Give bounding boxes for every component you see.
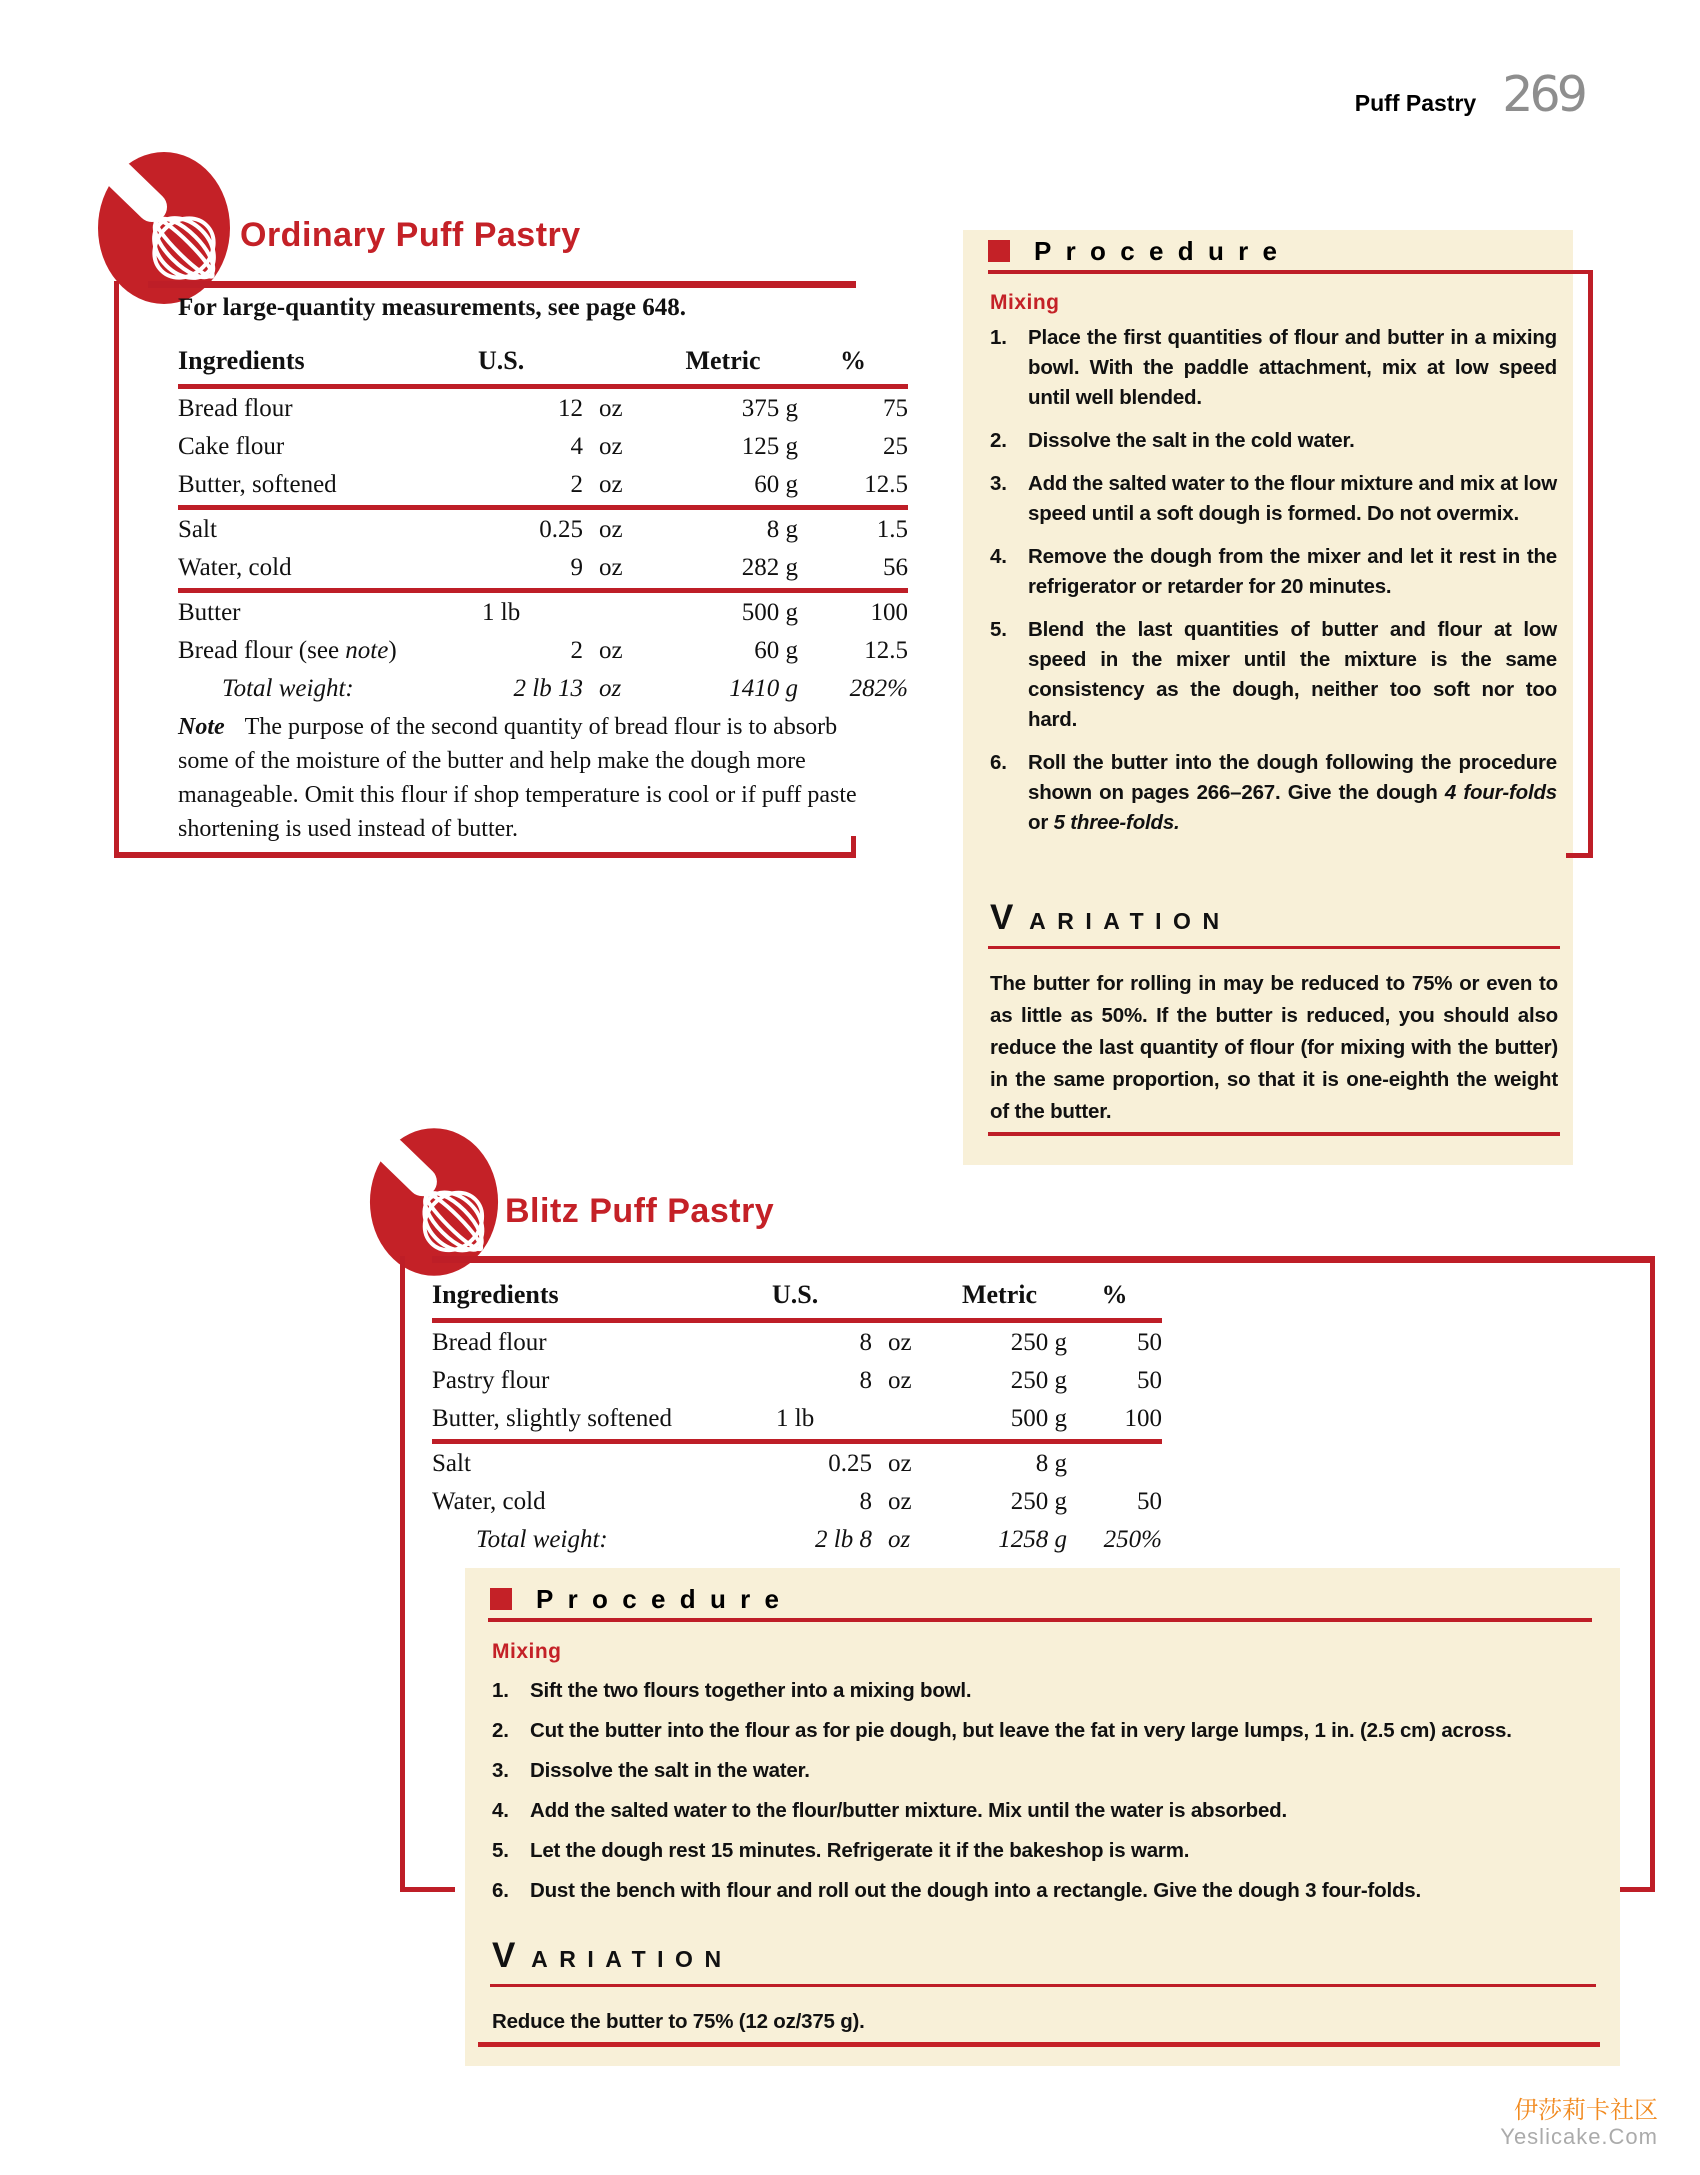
watermark-line2: Yeslicake.Com xyxy=(1500,2124,1658,2149)
page-header xyxy=(1320,66,1584,123)
table-row: Cake flour 4 oz 125 g 25 xyxy=(178,433,908,460)
variation-heading-rule xyxy=(988,946,1560,949)
procedure-step: 1. Place the first quantities of flour and butter in a mixing bowl. With the paddle attachment, mix at low speed until well blended. xyxy=(990,326,1557,409)
red-square-icon xyxy=(490,1588,512,1610)
procedure-step: 1. Sift the two flours together into a mixing bowl. xyxy=(492,1679,972,1702)
watermark-line1: 伊莎莉卡社区 xyxy=(1514,2097,1658,2124)
table-row: Water, cold 9 oz 282 g 56 xyxy=(178,554,908,581)
panel-bracket-right xyxy=(1588,270,1593,858)
box-border-bottom xyxy=(114,852,856,858)
table-rule xyxy=(178,384,908,389)
page-number: 269 xyxy=(1502,66,1584,123)
box-border-right xyxy=(1650,1256,1655,1892)
variation-bottom-rule xyxy=(988,1132,1560,1136)
table-row-total: Total weight: 2 lb 8 oz 1258 g 250% xyxy=(476,1526,1162,1553)
procedure-step: 6. Roll the butter into the dough following the procedure shown on pages 266–267. Give the dough 4 four-folds or 5 three-folds. xyxy=(990,751,1557,834)
table-row: Butter 1 lb 500 g 100 xyxy=(178,599,908,626)
procedure-step: 2. Dissolve the salt in the cold water. xyxy=(990,429,1355,452)
variation-text: The butter for rolling in may be reduced to 75% or even to as little as 50%. If the butter is reduced, you should also reduce the last quantity of flour (for mixing with the butter) in the same proportion, so that it is one-eighth the weight of the butter. xyxy=(990,972,1558,1123)
table-rule xyxy=(432,1318,1162,1323)
note-text: The purpose of the second quantity of bread flour is to absorb some of the moisture of the butter and help make the dough more manageable. Omit this flour if shop temperature is cool or if puff paste shortening is used instead of butter. xyxy=(178,714,857,842)
procedure-heading-rule xyxy=(988,270,1592,274)
procedure-step: 3. Add the salted water to the flour mixture and mix at low speed until a soft dough is formed. Do not overmix. xyxy=(990,472,1557,525)
box-border-left xyxy=(114,281,119,858)
col-header-us: U.S. xyxy=(772,1280,819,1309)
table-row: Water, cold 8 oz 250 g 50 xyxy=(432,1488,1162,1515)
col-header-pct: % xyxy=(840,346,866,375)
table-rule xyxy=(178,588,908,593)
title-rule xyxy=(148,281,856,288)
procedure-steps xyxy=(990,323,1557,851)
procedure-heading: Procedure xyxy=(536,1584,794,1614)
procedure-heading: Procedure xyxy=(1034,236,1292,266)
recipe-title-blitz: Blitz Puff Pastry xyxy=(505,1192,775,1230)
variation-heading-rule xyxy=(490,1984,1596,1987)
title-rule xyxy=(432,1256,1655,1263)
table-header-row xyxy=(432,1270,1162,1317)
procedure-step: 5. Let the dough rest 15 minutes. Refrigerate it if the bakeshop is warm. xyxy=(492,1839,1190,1862)
table-row: Butter, softened 2 oz 60 g 12.5 xyxy=(178,471,908,498)
procedure-subheading: Mixing xyxy=(492,1640,562,1663)
intro-line: For large-quantity measurements, see page 648. xyxy=(178,294,687,321)
red-square-icon xyxy=(988,240,1010,262)
procedure-step: 5. Blend the last quantities of butter and flour at low speed in the mixer until the mixture is the same consistency as the dough, neither too soft nor too hard. xyxy=(990,618,1557,731)
table-row: Bread flour (see note) 2 oz 60 g 12.5 xyxy=(178,637,908,664)
note-label: Note xyxy=(178,714,225,740)
procedure-step: 2. Cut the butter into the flour as for pie dough, but leave the fat in very large lumps, 1 in. (2.5 cm) across. xyxy=(492,1719,1512,1742)
col-header-pct: % xyxy=(1101,1280,1128,1309)
panel-bracket-foot xyxy=(1566,853,1593,858)
table-row: Pastry flour 8 oz 250 g 50 xyxy=(432,1367,1162,1394)
variation-bottom-rule xyxy=(478,2042,1600,2047)
chapter-label: Puff Pastry xyxy=(1354,90,1477,116)
procedure-step: 4. Add the salted water to the flour/butter mixture. Mix until the water is absorbed. xyxy=(492,1799,1288,1822)
procedure-step: 6. Dust the bench with flour and roll out the dough into a rectangle. Give the dough 3 four-folds. xyxy=(492,1879,1421,1902)
procedure-step: 4. Remove the dough from the mixer and let it rest in the refrigerator or retarder for 20 minutes. xyxy=(990,545,1557,598)
ingredients-table-blitz xyxy=(432,1270,1162,1559)
recipe-title-ordinary: Ordinary Puff Pastry xyxy=(240,216,581,254)
col-header-metric: Metric xyxy=(685,346,761,375)
variation-heading: VARIATION xyxy=(492,1936,733,1975)
variation-text: Reduce the butter to 75% (12 oz/375 g). xyxy=(492,2010,865,2033)
box-border-left xyxy=(400,1256,405,1892)
table-rule xyxy=(178,505,908,510)
table-row-total: Total weight: 2 lb 13 oz 1410 g 282% xyxy=(222,675,908,702)
procedure-step: 3. Dissolve the salt in the water. xyxy=(492,1759,810,1782)
table-row: Bread flour 12 oz 375 g 75 xyxy=(178,395,908,422)
variation-heading: VARIATION xyxy=(990,898,1231,937)
box-border-foot-left xyxy=(400,1887,455,1892)
table-row: Butter, slightly softened 1 lb 500 g 100 xyxy=(432,1405,1162,1432)
table-header-row xyxy=(178,336,908,383)
table-row: Salt 0.25 oz 8 g 1.5 xyxy=(178,516,908,543)
procedure-steps xyxy=(492,1676,1594,1916)
procedure-heading-rule xyxy=(488,1618,1592,1622)
ingredients-table-ordinary xyxy=(178,336,908,708)
table-rule xyxy=(432,1439,1162,1444)
col-header-ingredients: Ingredients xyxy=(432,1280,559,1309)
procedure-subheading: Mixing xyxy=(990,291,1060,314)
col-header-ingredients: Ingredients xyxy=(178,346,305,375)
col-header-metric: Metric xyxy=(961,1280,1038,1309)
table-row: Salt 0.25 oz 8 g xyxy=(432,1450,1067,1477)
table-row: Bread flour 8 oz 250 g 50 xyxy=(432,1329,1162,1356)
recipe-note xyxy=(178,710,878,846)
col-header-us: U.S. xyxy=(478,346,525,375)
